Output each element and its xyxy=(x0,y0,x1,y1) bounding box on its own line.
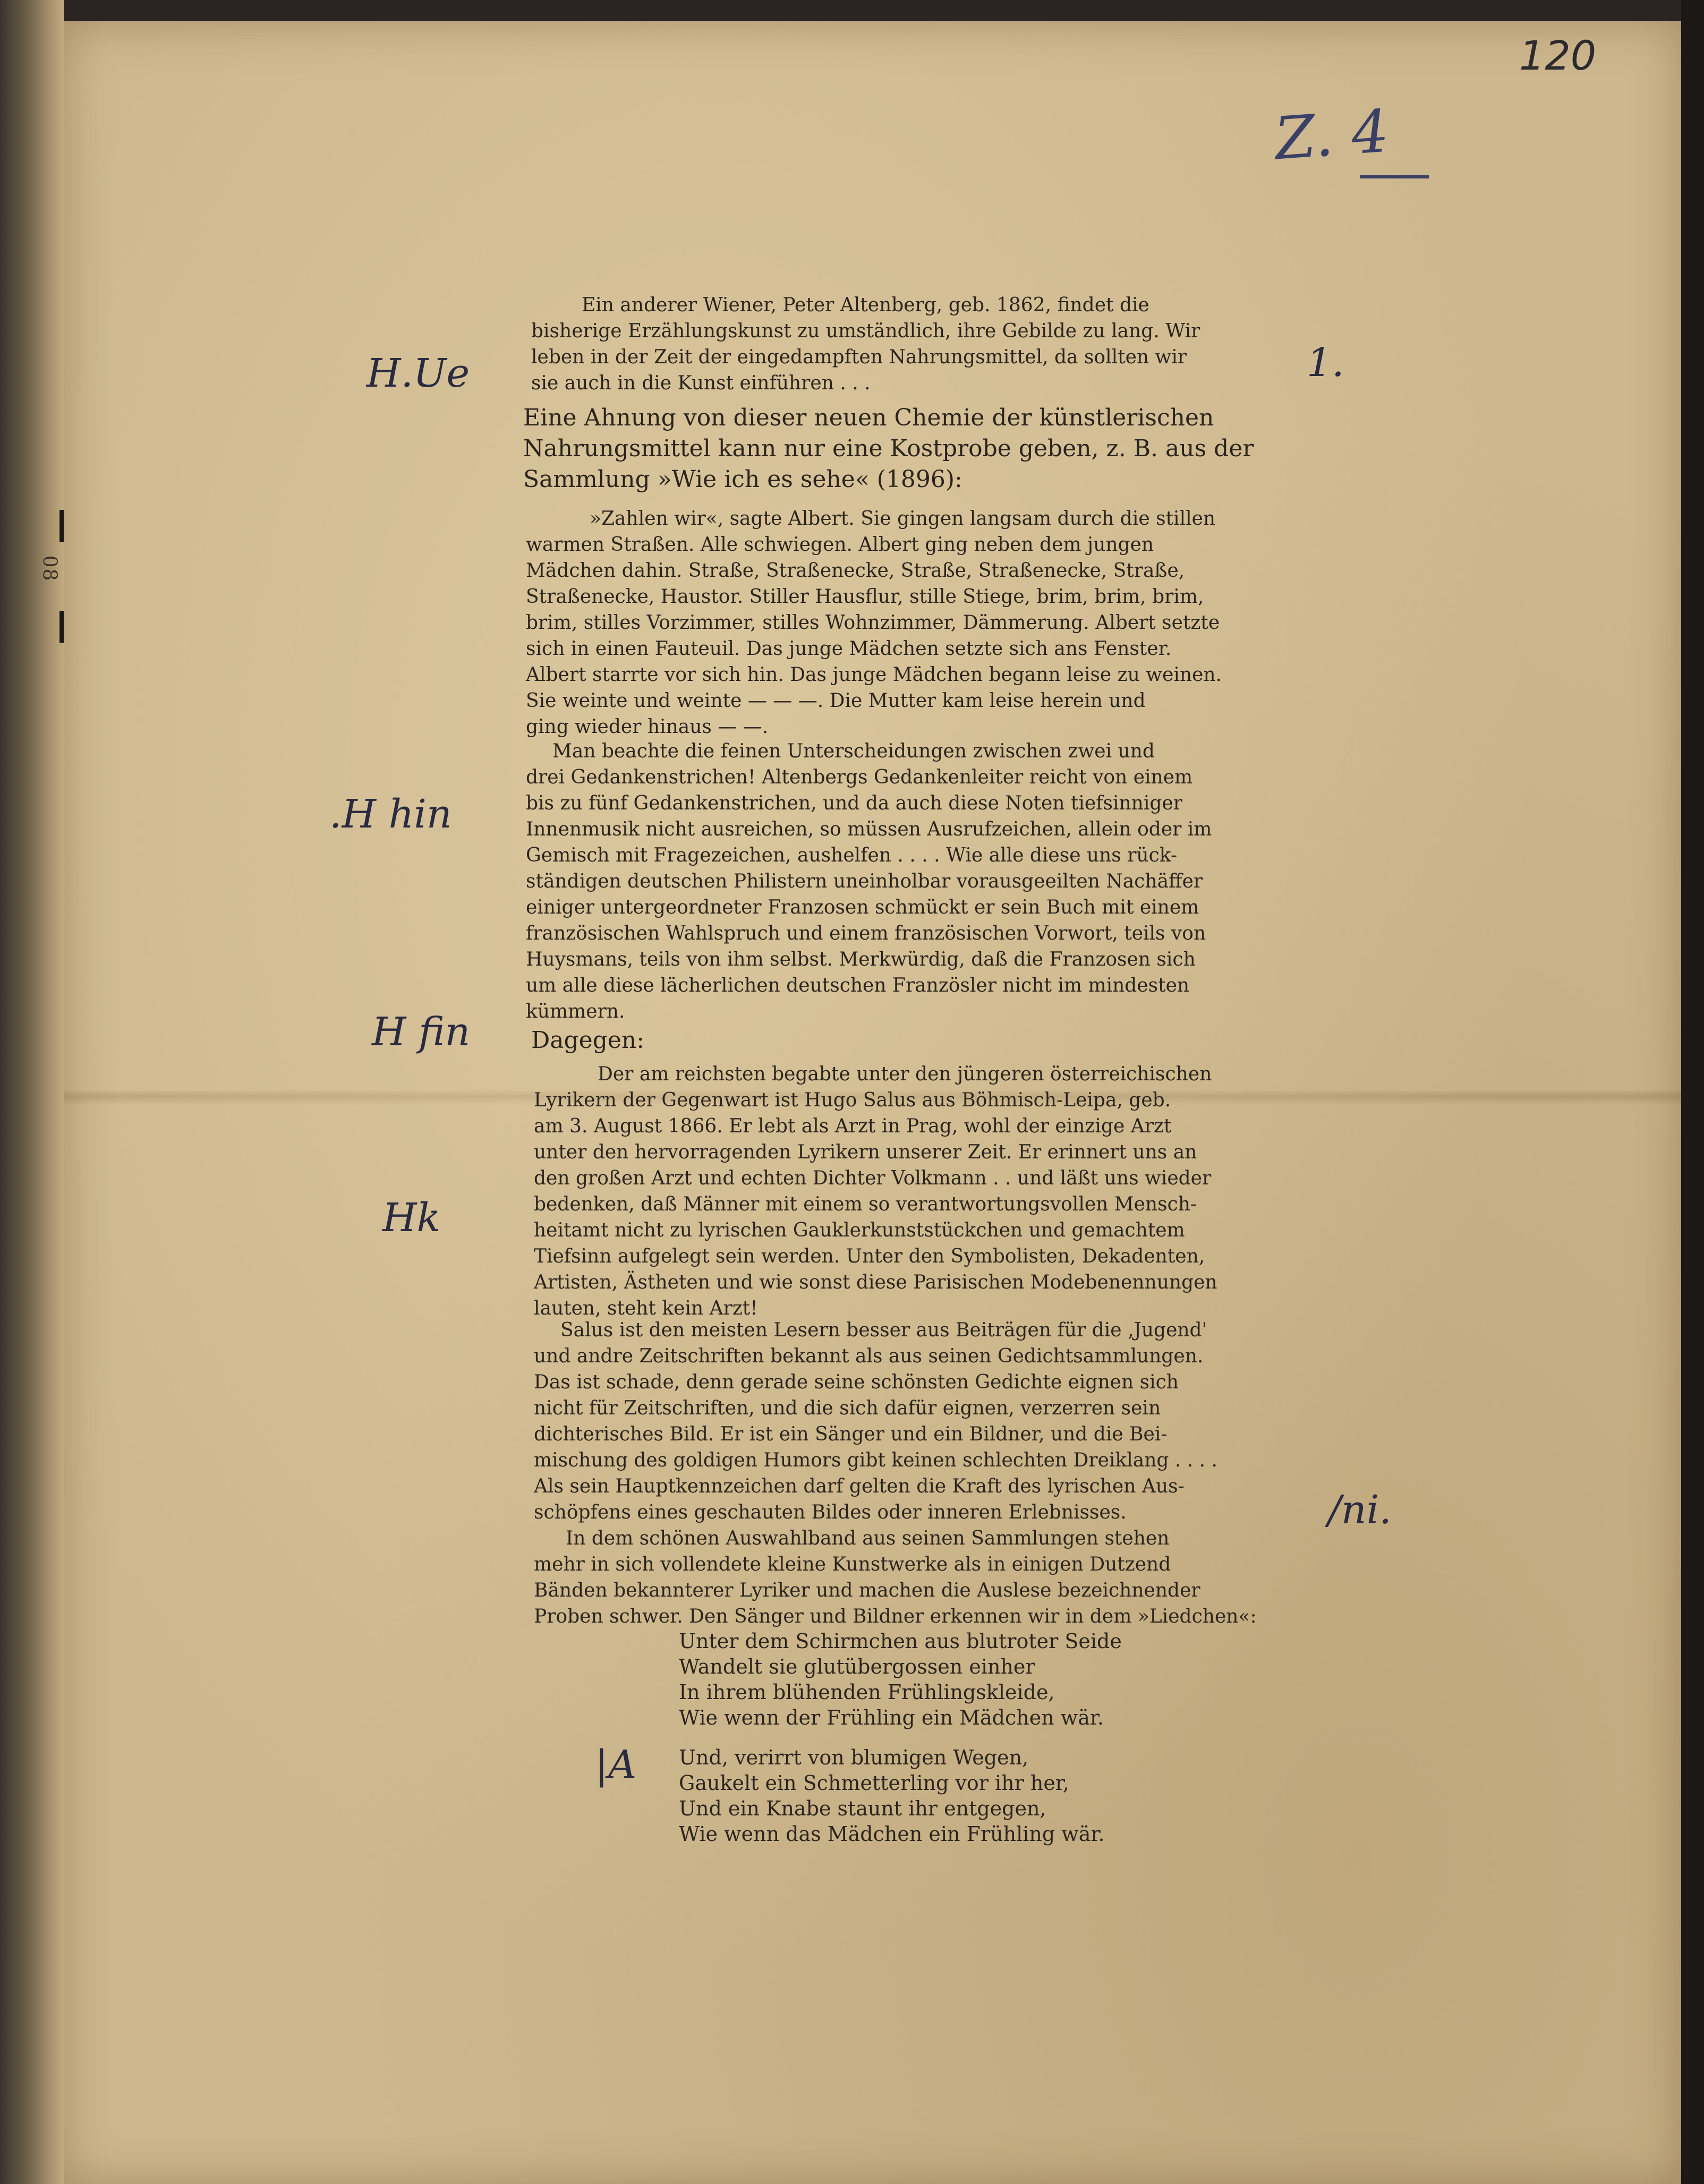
paragraph-altenberg-intro xyxy=(531,292,1200,396)
text-line: Proben schwer. Den Sänger und Bildner erkennen wir in dem »Liedchen«: xyxy=(534,1606,1257,1627)
text-line: ging wieder hinaus — —. xyxy=(526,716,769,738)
text-line: Sammlung »Wie ich es sehe« (1896): xyxy=(523,466,962,493)
text-line: bedenken, daß Männer mit einem so verantwortungsvollen Mensch- xyxy=(534,1193,1197,1215)
poem-line: Gaukelt ein Schmetterling vor ihr her, xyxy=(679,1771,1069,1795)
text-line: mehr in sich vollendete kleine Kunstwerke als in einigen Dutzend xyxy=(534,1554,1171,1575)
text-line: lauten, steht kein Arzt! xyxy=(534,1298,758,1319)
paragraph-altenberg-lead xyxy=(523,403,1254,495)
folio-number: 120 xyxy=(1519,32,1597,79)
page-edge-shadow xyxy=(1681,0,1704,2184)
margin-note: Hk xyxy=(382,1195,441,1241)
text-line: Artisten, Ästheten und wie sonst diese Parisischen Modebenennungen xyxy=(534,1272,1217,1293)
text-line: um alle diese lächerlichen deutschen Französler nicht im mindesten xyxy=(526,975,1190,996)
text-line: warmen Straßen. Alle schwiegen. Albert ging neben dem jungen xyxy=(526,534,1154,556)
text-line: ständigen deutschen Philistern uneinholbar vorausgeeilten Nachäffer xyxy=(526,871,1203,892)
ruler-tick xyxy=(59,611,64,643)
text-line: Sie weinte und weinte — — —. Die Mutter kam leise herein und xyxy=(526,690,1146,712)
text-line: drei Gedankenstrichen! Altenbergs Gedankenleiter reicht von einem xyxy=(526,766,1193,788)
quote-altenberg xyxy=(526,506,1222,740)
text-line: Der am reichsten begabte unter den jüngeren österreichischen xyxy=(598,1063,1212,1085)
text-line: Als sein Hauptkennzeichen darf gelten die Kraft des lyrischen Aus- xyxy=(534,1475,1185,1497)
poem-line: Wie wenn das Mädchen ein Frühling wär. xyxy=(679,1822,1105,1846)
paragraph-salus-intro xyxy=(534,1061,1217,1321)
paragraph-salus-readers xyxy=(534,1317,1217,1525)
text-line: brim, stilles Vorzimmer, stilles Wohnzimmer, Dämmerung. Albert setzte xyxy=(526,612,1220,634)
poem-line: Unter dem Schirmchen aus blutroter Seide xyxy=(679,1630,1122,1653)
text-line: bis zu fünf Gedankenstrichen, und da auch diese Noten tiefsinniger xyxy=(526,792,1182,814)
text-line: bisherige Erzählungskunst zu umständlich, ihre Gebilde zu lang. Wir xyxy=(531,320,1200,342)
text-line: unter den hervorragenden Lyrikern unserer Zeit. Er erinnert uns an xyxy=(534,1141,1197,1163)
text-line: mischung des goldigen Humors gibt keinen schlechten Dreiklang . . . . xyxy=(534,1449,1217,1471)
margin-note: |A xyxy=(595,1742,637,1788)
poem-line: In ihrem blühenden Frühlingskleide, xyxy=(679,1680,1055,1704)
text-line: Lyrikern der Gegenwart ist Hugo Salus aus Böhmisch-Leipa, geb. xyxy=(534,1089,1171,1111)
text-line: Man beachte die feinen Unterscheidungen zwischen zwei und xyxy=(552,740,1155,762)
previous-page-edge xyxy=(0,0,64,2184)
poem-stanza xyxy=(679,1628,1122,1730)
text-line: heitamt nicht zu lyrischen Gauklerkunststückchen und gemachtem xyxy=(534,1219,1185,1241)
text-line: Straßenecke, Haustor. Stiller Hausflur, stille Stiege, brim, brim, brim, xyxy=(526,586,1204,608)
margin-note: /ni. xyxy=(1328,1487,1392,1533)
margin-note: H.Ue xyxy=(367,351,470,396)
text-line: Tiefsinn aufgelegt sein werden. Unter den Symbolisten, Dekadenten, xyxy=(534,1245,1205,1267)
poem-line: Wandelt sie glutübergossen einher xyxy=(679,1655,1035,1678)
text-line: den großen Arzt und echten Dichter Volkmann . . und läßt uns wieder xyxy=(534,1167,1212,1189)
text-line: schöpfens eines geschauten Bildes oder inneren Erlebnisses. xyxy=(534,1502,1127,1523)
archive-mark-underline xyxy=(1360,175,1429,178)
text-line: sich in einen Fauteuil. Das junge Mädchen setzte sich ans Fenster. xyxy=(526,638,1172,660)
paragraph-salus-auswahl xyxy=(534,1525,1257,1630)
section-heading: Dagegen: xyxy=(531,1027,645,1054)
strip-number: 08 xyxy=(38,555,61,582)
text-line: sie auch in die Kunst einführen . . . xyxy=(531,372,871,394)
archive-mark: Z. 4 xyxy=(1272,97,1391,173)
text-line: dichterisches Bild. Er ist ein Sänger und ein Bildner, und die Bei- xyxy=(534,1423,1168,1445)
paragraph-altenberg-critique xyxy=(526,738,1212,1025)
margin-note: .H hin xyxy=(329,791,452,837)
text-line: Gemisch mit Fragezeichen, aushelfen . . . . Wie alle diese uns rück- xyxy=(526,844,1178,866)
text-line: Nahrungsmittel kann nur eine Kostprobe geben, z. B. aus der xyxy=(523,435,1254,462)
text-line: Bänden bekannterer Lyriker und machen die Auslese bezeichnender xyxy=(534,1580,1200,1601)
text-line: am 3. August 1866. Er lebt als Arzt in Prag, wohl der einzige Arzt xyxy=(534,1115,1172,1137)
text-line: Eine Ahnung von dieser neuen Chemie der künstlerischen xyxy=(523,404,1214,431)
text-line: Das ist schade, denn gerade seine schönsten Gedichte eignen sich xyxy=(534,1371,1179,1393)
text-line: französischen Wahlspruch und einem französischen Vorwort, teils von xyxy=(526,923,1206,944)
text-line: Ein anderer Wiener, Peter Altenberg, geb. 1862, findet die xyxy=(582,294,1149,316)
text-line: In dem schönen Auswahlband aus seinen Sammlungen stehen xyxy=(566,1528,1170,1549)
text-line: »Zahlen wir«, sagte Albert. Sie gingen langsam durch die stillen xyxy=(590,508,1216,530)
margin-note: H fin xyxy=(372,1009,471,1055)
ruler-tick xyxy=(59,510,64,542)
text-line: Albert starrte vor sich hin. Das junge Mädchen begann leise zu weinen. xyxy=(526,664,1222,686)
text-line: und andre Zeitschriften bekannt als aus seinen Gedichtsammlungen. xyxy=(534,1345,1204,1367)
text-line: leben in der Zeit der eingedampften Nahrungsmittel, da sollten wir xyxy=(531,346,1187,368)
text-line: kümmern. xyxy=(526,1001,625,1022)
text-line: Innenmusik nicht ausreichen, so müssen Ausrufzeichen, allein oder im xyxy=(526,818,1212,840)
text-line: Salus ist den meisten Lesern besser aus Beiträgen für die ‚Jugend' xyxy=(560,1319,1207,1341)
text-line: nicht für Zeitschriften, und die sich dafür eignen, verzerren sein xyxy=(534,1397,1161,1419)
poem-stanza xyxy=(679,1745,1105,1847)
margin-note: 1. xyxy=(1307,340,1344,386)
text-line: einiger untergeordneter Franzosen schmückt er sein Buch mit einem xyxy=(526,897,1199,918)
poem-line: Und, verirrt von blumigen Wegen, xyxy=(679,1746,1029,1769)
text-line: Huysmans, teils von ihm selbst. Merkwürdig, daß die Franzosen sich xyxy=(526,949,1196,970)
text-line: Mädchen dahin. Straße, Straßenecke, Straße, Straßenecke, Straße, xyxy=(526,560,1185,582)
poem-line: Und ein Knabe staunt ihr entgegen, xyxy=(679,1797,1046,1820)
poem-line: Wie wenn der Frühling ein Mädchen wär. xyxy=(679,1706,1104,1729)
